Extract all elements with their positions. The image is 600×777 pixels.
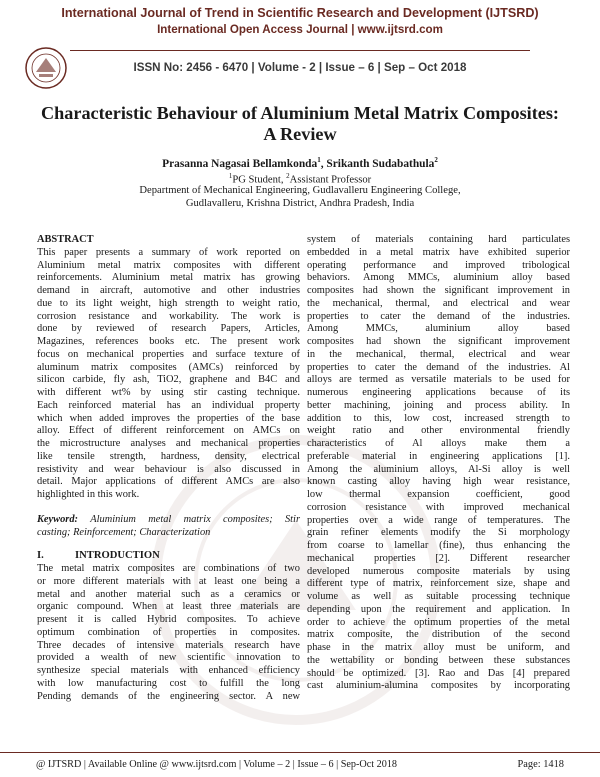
text-line: properties over a wide range of temperatures. The [307, 514, 570, 526]
text-line: mechanical properties [2]. Different researcher [307, 552, 570, 564]
text-line: Each reinforced material has an individual property [37, 399, 300, 411]
text-line: silicon carbide, fly ash, TiO2, graphene and B4C and [37, 374, 300, 386]
text-line: the microstructure analyses and mechanical properties [37, 438, 300, 449]
text-line: which when added improves the properties of the base [37, 412, 300, 424]
text-line: behaviors. Among MMCs, aluminium alloy based [307, 272, 570, 284]
text-line: order to achieve the optimum properties of the metal [307, 616, 570, 628]
abstract-heading: ABSTRACT [37, 234, 94, 245]
text-line: known casting alloy having high wear resistance, [307, 476, 570, 488]
section-title: INTRODUCTION [75, 550, 160, 562]
author-2: Srikanth Sudabathula [326, 157, 435, 170]
text-line: volume as well as suitable processing technique [307, 591, 570, 602]
text-line: or more different materials with at least one being a [37, 575, 300, 587]
text-line: Three decades of intensive materials research have [37, 639, 300, 651]
text-line: done by reviewed of research Papers, Articles, [37, 323, 300, 335]
text-line: low thermal expansion coefficient, good [307, 489, 570, 500]
text-line: resistivity and wear behaviour is also discussed in [37, 463, 300, 475]
text-line: with different wt% by using stir casting technique. [37, 387, 300, 398]
author-separator: , [320, 157, 327, 170]
text-line: operating performance and improved tribological [307, 259, 570, 271]
text-line: detail. Major applications of different AMCs are also [37, 476, 300, 488]
text-line: addition to this, low cost, increased strength to [307, 412, 570, 424]
text-line: due to its light weight, high strength to weight ratio, [37, 297, 300, 309]
page-footer [0, 752, 600, 777]
issn-line: ISSN No: 2456 - 6470 | Volume - 2 | Issue – 6 | Sep – Oct 2018 [133, 61, 467, 74]
text-line: Among MMCs, aluminium alloy based [307, 323, 570, 335]
author-1-sup: 1 [317, 156, 321, 164]
journal-subtitle: International Open Access Journal | www.ijtsrd.com [157, 23, 443, 36]
text-line: developed numerous composite materials by using [307, 565, 570, 577]
author-2-sup: 2 [434, 156, 438, 164]
text-line: embedded in a metal matrix have exhibited superior [307, 246, 570, 258]
text-line: focus on mechanical properties and surface texture of [37, 348, 300, 360]
keywords-line2: casting; Reinforcement; Characterization [37, 526, 211, 538]
text-line: highlighted in this work. [37, 489, 140, 500]
keywords-line1 [37, 514, 300, 527]
text-line: preferable material in engineering applications [1]. [307, 450, 570, 462]
header-divider [70, 50, 530, 51]
introduction-body [37, 563, 300, 703]
section-number: I. [37, 550, 44, 562]
role-1-sup: 1 [228, 172, 233, 180]
text-line: characteristics of Al alloys make them a [307, 438, 570, 449]
text-line: reinforcements. Aluminium metal matrix has growing [37, 272, 300, 284]
text-line: alloys are termed as versatile materials to be used for [307, 374, 570, 386]
text-line: numerous engineering applications because of its [307, 387, 570, 398]
author-roles [0, 172, 600, 186]
text-line: Pending demands of the engineering sector. A new [37, 690, 300, 702]
text-line: metal and another material such as a ceramics or [37, 588, 300, 600]
text-line: different type of matrix, reinforcement size, shape and [307, 578, 570, 590]
text-line: weight ratio and other environmental friendly [307, 425, 570, 437]
text-line: Magazines, references books etc. The present work [37, 336, 300, 347]
introduction-heading [37, 550, 300, 563]
text-line: optimum combination of properties in composites. [37, 626, 300, 638]
text-line: Aluminium metal matrix composites with different [37, 259, 300, 271]
text-line: provided a wealth of new scientific innovation to [37, 652, 300, 664]
text-line: depending upon the requirement and application. In [307, 603, 570, 615]
department: Department of Mechanical Engineering, Gudlavalleru Engineering College, [139, 185, 461, 196]
text-line: like tensile strength, hardness, density, electrical [37, 450, 300, 462]
keywords-label: Keyword: [37, 513, 78, 525]
authors [0, 156, 600, 170]
text-line: properties to cater the demand of the industries. [307, 310, 570, 322]
text-line: better machining, joining and process ability. In [307, 399, 570, 411]
role-1: PG Student, [232, 174, 287, 186]
text-line: synthesize special materials with enhanced efficiency [37, 665, 300, 676]
text-line: composites had shown the significant improvement [307, 336, 570, 347]
text-line: matrix composite, the distribution of the second [307, 629, 570, 641]
paper-title-line1: Characteristic Behaviour of Aluminium Metal Matrix Composites: [41, 103, 559, 123]
text-line: organic compound. When at least three materials are [37, 601, 300, 613]
address: Gudlavalleru, Krishna District, Andhra Pradesh, India [185, 198, 415, 209]
left-column [37, 234, 300, 703]
role-2-sup: 2 [286, 172, 290, 180]
footer-citation: @ IJTSRD | Available Online @ www.ijtsrd.com | Volume – 2 | Issue – 6 | Sep-Oct 2018 [36, 759, 398, 770]
text-line: system of materials containing hard particulates [307, 234, 570, 245]
journal-title: International Journal of Trend in Scientific Research and Development (IJTSRD) [61, 6, 539, 20]
abstract-body [37, 247, 300, 502]
paper-title [20, 103, 580, 145]
text-line: in the mechanical, thermal, electrical and wear [307, 348, 570, 360]
text-line: corrosion resistance and workability. The work is [37, 310, 300, 322]
author-1: Prasanna Nagasai Bellamkonda [162, 157, 318, 170]
journal-logo-icon [24, 46, 68, 90]
text-line: cast aluminium-alumina composites by incorporating [307, 680, 570, 692]
text-line: alloy. Effect of different reinforcement on AMCs on [37, 425, 300, 437]
text-line: phase in the matrix alloy must be uniform, and [307, 642, 570, 653]
text-line: grain refiner elements modify the Si morphology [307, 527, 570, 539]
text-line: from coarse to lamellar (fine), thus enhancing the [307, 540, 570, 551]
text-line: the wettability or bonding between these substances [307, 654, 570, 666]
journal-header [0, 6, 600, 36]
text-line: properties to cater the demand of the industries. Al [307, 361, 570, 373]
text-line: aluminum matrix composites (AMCs) reinforced by [37, 361, 300, 373]
text-line: Among the aluminium alloys, Al-Si alloy is well [307, 463, 570, 475]
page-number: Page: 1418 [517, 759, 564, 770]
text-line: This paper presents a summary of work reported on [37, 246, 300, 258]
paper-title-line2: A Review [263, 124, 337, 144]
text-line: the mechanical, thermal, and electrical and wear [307, 297, 570, 309]
text-line: corrosion resistance with improved mechanical [307, 501, 570, 513]
text-line: with low manufacturing cost to fulfill the long [37, 677, 300, 689]
keywords-text-1: Aluminium metal matrix composites; Stir [90, 513, 300, 525]
text-line: should be optimized. [3]. Rao and Das [4] prepared [307, 667, 570, 679]
right-column [307, 234, 570, 693]
text-line: present it is called Hybrid composites. To achieve [37, 614, 300, 625]
text-line: demand in aircraft, automotive and other industries [37, 285, 300, 296]
text-line: composites had shown the significant improvement in [307, 285, 570, 296]
text-line: The metal matrix composites are combinations of two [37, 563, 300, 574]
role-2: Assistant Professor [289, 174, 372, 186]
